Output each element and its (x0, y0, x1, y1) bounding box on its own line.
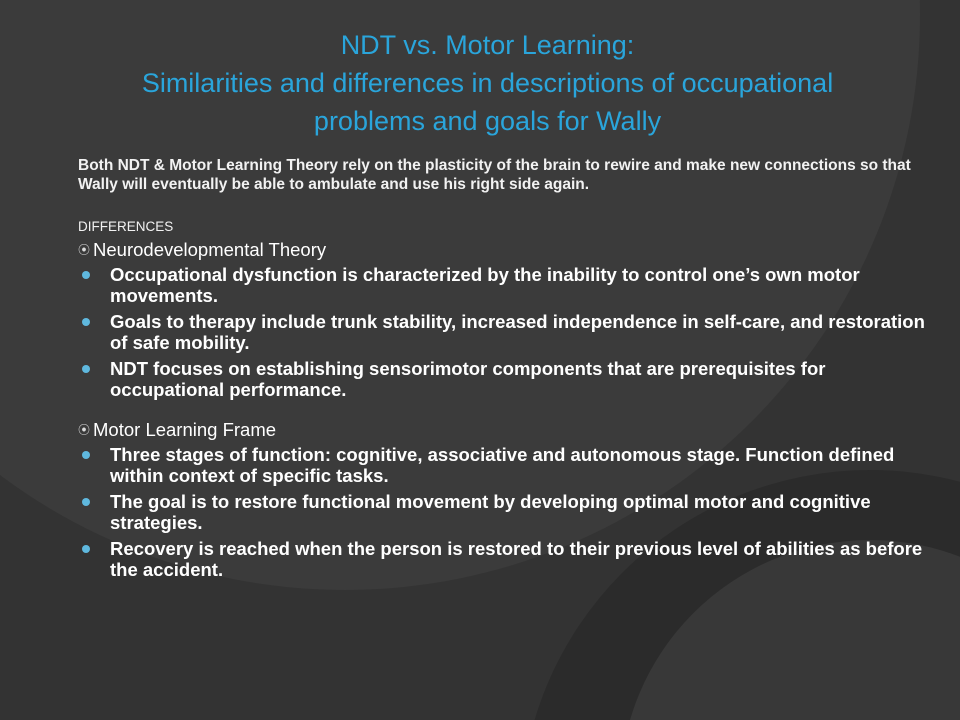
section-heading-ndt (78, 238, 938, 262)
bullet-dot-icon (82, 365, 90, 373)
slide-title (40, 26, 935, 140)
list-item-text: Three stages of function: cognitive, associative and autonomous stage. Function defined within context of specific tasks. (110, 444, 895, 486)
slide-content (78, 156, 938, 585)
list-item (78, 491, 938, 533)
list-item (78, 311, 938, 353)
list-item-text: NDT focuses on establishing sensorimotor components that are prerequisites for occupational performance. (110, 358, 826, 400)
bullet-dot-icon (82, 271, 90, 279)
list-item-text: Occupational dysfunction is characterized by the inability to control one’s own motor movements. (110, 264, 860, 306)
differences-label: DIFFERENCES (78, 219, 174, 234)
bullet-dot-icon (82, 498, 90, 506)
title-line-3: problems and goals for Wally (313, 106, 662, 136)
list-item (78, 538, 938, 580)
list-item-text: Recovery is reached when the person is restored to their previous level of abilities as before the accident. (110, 538, 923, 580)
circle-bullet-icon: ⦿ (78, 423, 91, 437)
list-item (78, 264, 938, 306)
list-item-text: Goals to therapy include trunk stability, increased independence in self-care, and restoration of safe mobility. (110, 311, 925, 353)
list-item-text: The goal is to restore functional movement by developing optimal motor and cognitive strategies. (110, 491, 871, 533)
section-heading-ndt-text: Neurodevelopmental Theory (93, 239, 327, 260)
list-item (78, 358, 938, 400)
section-heading-motor-learning-text: Motor Learning Frame (93, 419, 277, 440)
ndt-list (78, 264, 938, 400)
list-item (78, 444, 938, 486)
bullet-dot-icon (82, 545, 90, 553)
motor-learning-list (78, 444, 938, 580)
title-line-1: NDT vs. Motor Learning: (340, 30, 635, 60)
section-heading-motor-learning (78, 418, 938, 442)
intro-paragraph: Both NDT & Motor Learning Theory rely on the plasticity of the brain to rewire and make new connections so that Wally will eventually be able to ambulate and use his right side again. (78, 157, 911, 193)
bullet-dot-icon (82, 451, 90, 459)
circle-bullet-icon: ⦿ (78, 243, 91, 257)
bullet-dot-icon (82, 318, 90, 326)
title-line-2: Similarities and differences in descriptions of occupational (141, 68, 834, 98)
